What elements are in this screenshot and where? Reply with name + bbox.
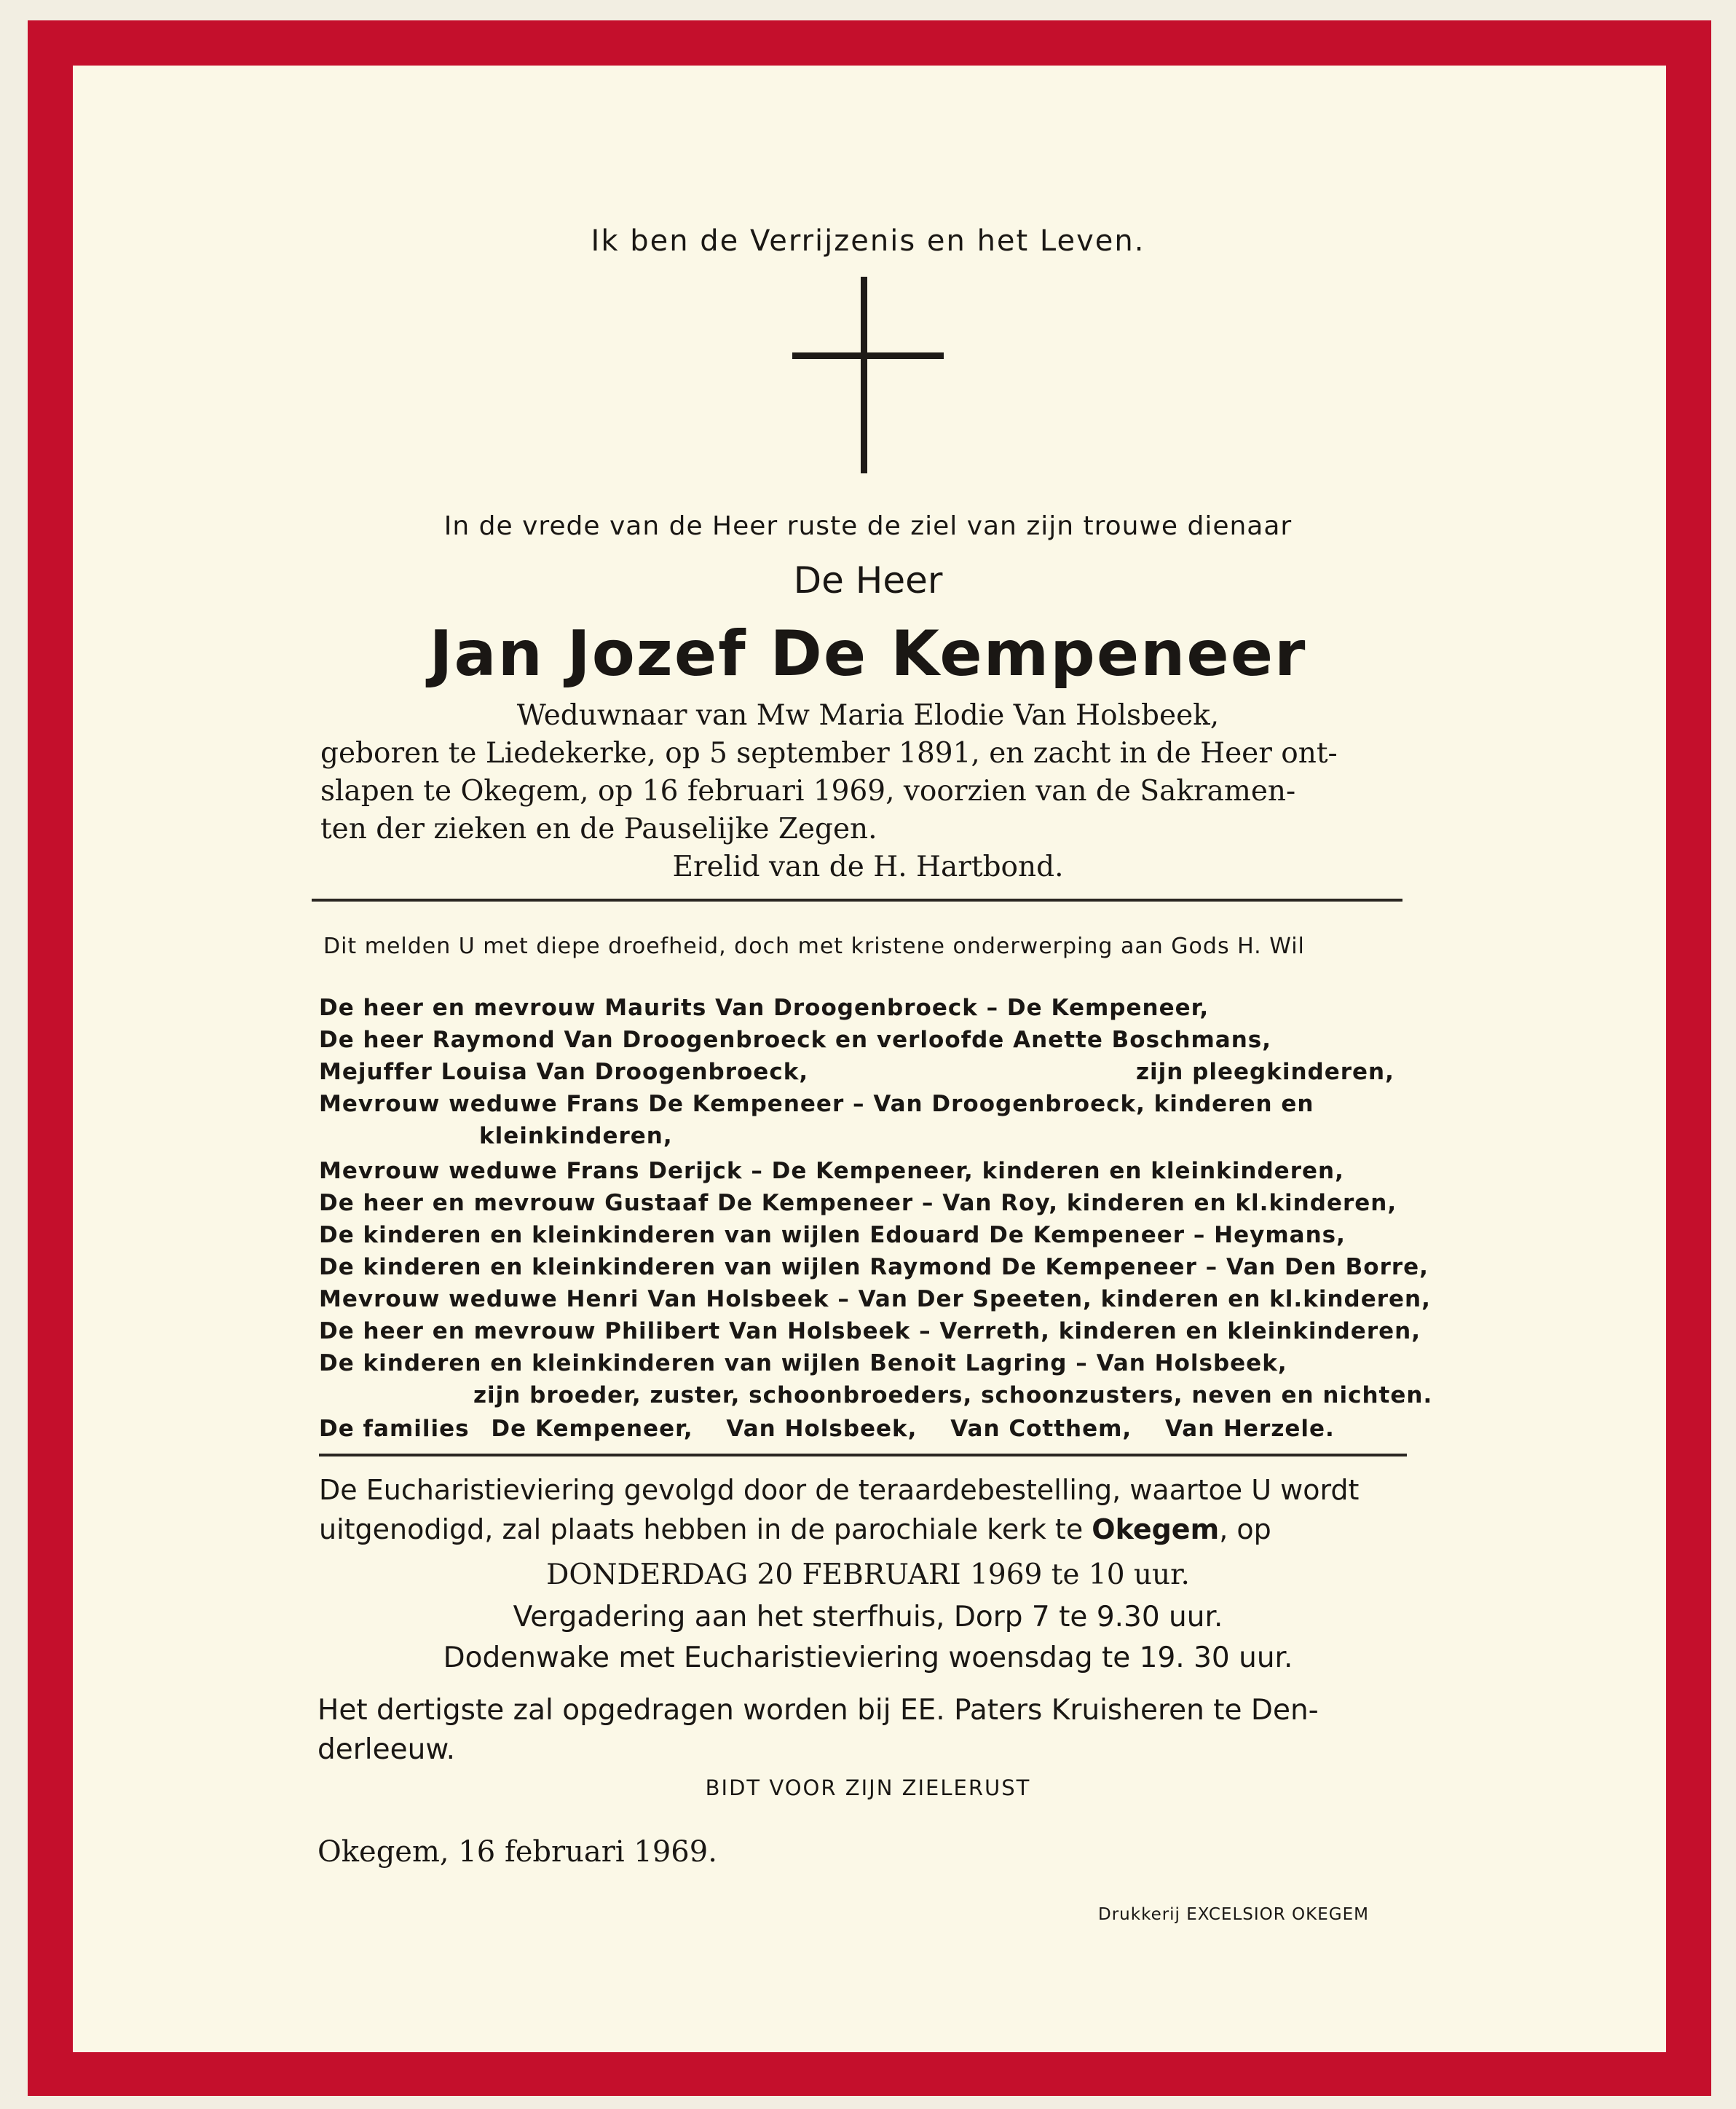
family-line: De heer en mevrouw Philibert Van Holsbeek – Verreth, kinderen en kleinkinderen, (319, 1318, 1421, 1344)
service-line-2-post: , op (1219, 1513, 1271, 1545)
bio-line-4: ten der zieken en de Pauselijke Zegen. (320, 813, 877, 845)
family-name: Van Cotthem, (950, 1416, 1132, 1442)
verse: Ik ben de Verrijzenis en het Leven. (591, 224, 1145, 258)
families-line (319, 1416, 1335, 1442)
families-label: De families (319, 1416, 470, 1442)
title-prefix: De Heer (793, 559, 943, 602)
intro-line: In de vrede van de Heer ruste de ziel van zijn trouwe dienaar (443, 511, 1293, 541)
service-line-2-pre: uitgenodigd, zal plaats hebben in de parochiale kerk te (319, 1513, 1092, 1545)
family-line: kleinkinderen, (479, 1123, 673, 1149)
family-line: Mejuffer Louisa Van Droogenbroeck, (319, 1059, 809, 1085)
family-line: Mevrouw weduwe Frans De Kempeneer – Van Droogenbroeck, kinderen en (319, 1091, 1314, 1117)
service-place: Okegem (1092, 1513, 1220, 1545)
bio-line-3-text: slapen te Okegem, op 16 februari 1969, voorzien van de Sakramen- (320, 775, 1296, 808)
family-line: zijn pleegkinderen, (1136, 1059, 1394, 1085)
service-date: DONDERDAG 20 FEBRUARI 1969 te 10 uur. (546, 1558, 1190, 1591)
vigil-line: Dodenwake met Eucharistieviering woensdag te 19. 30 uur. (443, 1641, 1293, 1674)
family-line: De heer en mevrouw Gustaaf De Kempeneer – Van Roy, kinderen en kl.kinderen, (319, 1190, 1397, 1216)
family-line: De kinderen en kleinkinderen van wijlen Benoit Lagring – Van Holsbeek, (319, 1350, 1287, 1376)
printer-credit: Drukkerij EXCELSIOR OKEGEM (1098, 1905, 1369, 1924)
bio-line-1: Weduwnaar van Mw Maria Elodie Van Holsbeek, (516, 699, 1220, 732)
bio-line-5: Erelid van de H. Hartbond. (672, 851, 1064, 883)
service-line-1: De Eucharistieviering gevolgd door de teraardebestelling, waartoe U wordt (319, 1474, 1360, 1506)
family-line: De kinderen en kleinkinderen van wijlen Raymond De Kempeneer – Van Den Borre, (319, 1254, 1429, 1280)
divider-bottom (319, 1454, 1407, 1456)
announcement: Dit melden U met diepe droefheid, doch met kristene onderwerping aan Gods H. Wil (323, 934, 1305, 959)
family-line: zijn broeder, zuster, schoonbroeders, schoonzusters, neven en nichten. (473, 1382, 1433, 1408)
thirtieth-line-1: Het dertigste zal opgedragen worden bij EE. Paters Kruisheren te Den- (317, 1694, 1319, 1727)
deceased-name: Jan Jozef De Kempeneer (429, 618, 1307, 690)
divider-top (312, 899, 1402, 902)
prayer-line: BIDT VOOR ZIJN ZIELERUST (705, 1775, 1031, 1800)
family-name: De Kempeneer, (491, 1416, 693, 1442)
family-name: Van Holsbeek, (726, 1416, 918, 1442)
cross-vertical-bar (861, 277, 867, 473)
service-line-2 (319, 1513, 1271, 1545)
family-line: De heer Raymond Van Droogenbroeck en verloofde Anette Boschmans, (319, 1027, 1272, 1053)
cross-horizontal-bar (792, 352, 944, 359)
bio-line-2 (320, 737, 1413, 770)
family-line: De kinderen en kleinkinderen van wijlen Edouard De Kempeneer – Heymans, (319, 1222, 1346, 1248)
family-name: Van Herzele. (1164, 1416, 1335, 1442)
thirtieth-line-2: derleeuw. (317, 1733, 456, 1766)
family-line: Mevrouw weduwe Henri Van Holsbeek – Van Der Speeten, kinderen en kl.kinderen, (319, 1286, 1431, 1312)
paper-panel (73, 66, 1666, 2052)
bio-line-3 (320, 775, 1413, 808)
family-line: Mevrouw weduwe Frans Derijck – De Kempeneer, kinderen en kleinkinderen, (319, 1158, 1344, 1184)
family-line: De heer en mevrouw Maurits Van Droogenbroeck – De Kempeneer, (319, 995, 1210, 1021)
bio-line-2-text: geboren te Liedekerke, op 5 september 1891, en zacht in de Heer ont- (320, 737, 1338, 770)
place-date: Okegem, 16 februari 1969. (317, 1835, 717, 1869)
gathering-line: Vergadering aan het sterfhuis, Dorp 7 te 9.30 uur. (513, 1601, 1223, 1633)
